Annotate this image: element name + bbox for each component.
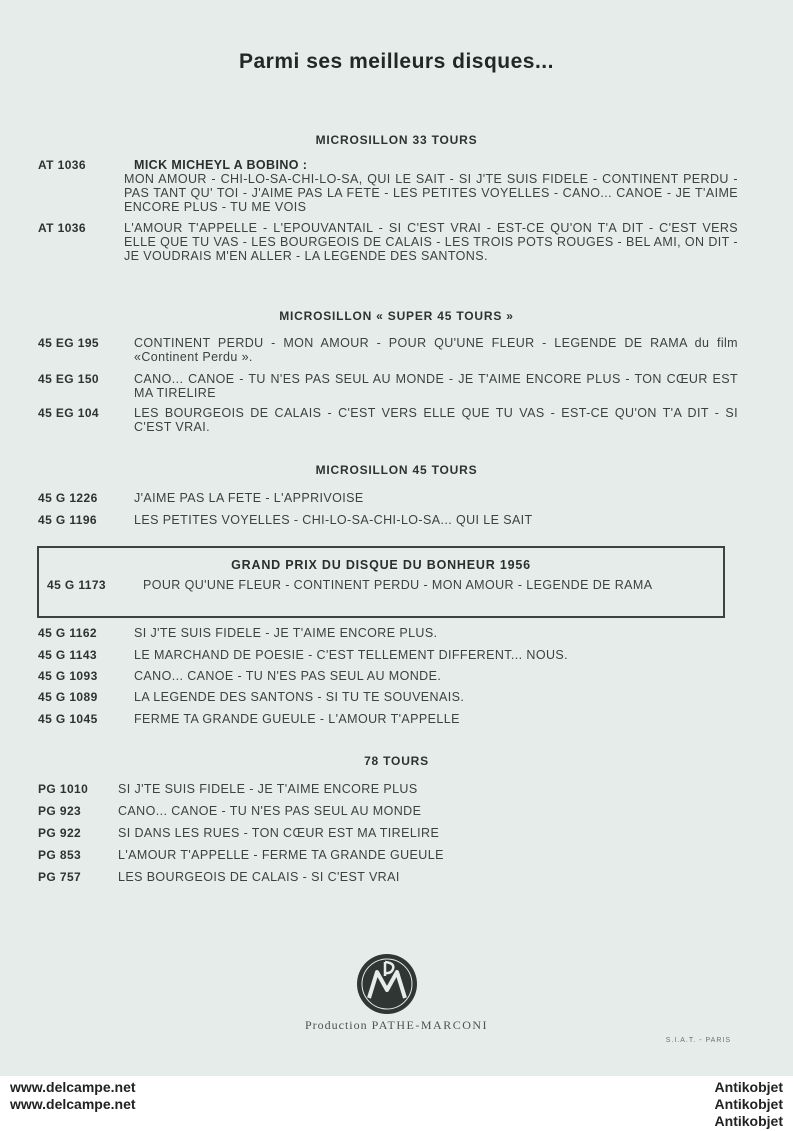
catalog-number: 45 G 1089	[38, 690, 98, 704]
record-entry	[38, 372, 738, 400]
catalog-number: AT 1036	[38, 158, 86, 172]
catalog-number: 45 G 1226	[38, 491, 98, 505]
record-entry	[38, 690, 738, 704]
section-heading-super-45-tours: MICROSILLON « SUPER 45 TOURS »	[279, 309, 514, 323]
record-title: MICK MICHEYL A BOBINO :	[134, 158, 308, 172]
track-list: L'AMOUR T'APPELLE - FERME TA GRANDE GUEULE	[118, 848, 444, 862]
pathe-marconi-logo-icon	[355, 952, 419, 1016]
track-list: LES BOURGEOIS DE CALAIS - C'EST VERS ELLE QUE TU VAS - EST-CE QU'ON T'A DIT - SI C'EST VRAI.	[134, 406, 738, 434]
catalog-number: 45 G 1045	[38, 712, 98, 726]
track-list: CANO... CANOE - TU N'ES PAS SEUL AU MONDE	[118, 804, 422, 818]
catalog-number: AT 1036	[38, 221, 86, 235]
record-entry	[47, 578, 717, 592]
track-list: POUR QU'UNE FLEUR - CONTINENT PERDU - MON AMOUR - LEGENDE DE RAMA	[143, 578, 653, 592]
catalog-number: 45 G 1196	[38, 513, 97, 527]
track-list: SI DANS LES RUES - TON CŒUR EST MA TIRELIRE	[118, 826, 440, 840]
catalog-number: 45 G 1143	[38, 648, 97, 662]
track-list: CANO... CANOE - TU N'ES PAS SEUL AU MONDE.	[134, 669, 442, 683]
catalog-number: PG 922	[38, 826, 82, 840]
catalog-number: 45 EG 195	[38, 336, 99, 350]
track-list: L'AMOUR T'APPELLE - L'EPOUVANTAIL - SI C'EST VRAI - EST-CE QU'ON T'A DIT - C'EST VERS ELLE QUE TU VAS - LES BOURGEOIS DE CALAIS - LES TROIS POTS ROUGES - BEL AMI, ON DIT - JE VOUDRAIS M'EN ALLER - LA LEGENDE DES SANTONS.	[124, 221, 738, 263]
delcampe-watermark	[10, 1079, 136, 1113]
record-entry	[38, 221, 738, 263]
track-list: LES PETITES VOYELLES - CHI-LO-SA-CHI-LO-SA... QUI LE SAIT	[134, 513, 533, 527]
record-entry	[38, 648, 738, 662]
catalog-number: 45 G 1162	[38, 626, 97, 640]
watermark-line: Antikobjet	[714, 1079, 783, 1095]
catalog-number: 45 G 1173	[47, 578, 106, 592]
record-entry	[38, 491, 738, 505]
record-entry	[38, 870, 738, 884]
track-list: J'AIME PAS LA FETE - L'APPRIVOISE	[134, 491, 364, 505]
record-entry	[38, 826, 738, 840]
watermark-line: Antikobjet	[714, 1113, 783, 1129]
record-entry	[38, 712, 738, 726]
grand-prix-box	[37, 546, 725, 618]
grand-prix-heading: GRAND PRIX DU DISQUE DU BONHEUR 1956	[231, 558, 531, 572]
record-entry	[38, 804, 738, 818]
watermark-line: www.delcampe.net	[10, 1096, 136, 1112]
track-list: MON AMOUR - CHI-LO-SA-CHI-LO-SA, QUI LE SAIT - SI J'TE SUIS FIDELE - CONTINENT PERDU - PAS TANT QU' TOI - J'AIME PAS LA FETE - LES PETITES VOYELLES - CANO... CANOE - JE T'AIME ENCORE PLUS - TU ME VOIS	[124, 172, 738, 214]
record-entry	[38, 626, 738, 640]
record-entry	[38, 513, 738, 527]
record-entry	[38, 669, 738, 683]
production-label: Production	[304, 1018, 368, 1032]
record-entry	[38, 158, 738, 214]
catalog-number: PG 853	[38, 848, 82, 862]
track-list: LE MARCHAND DE POESIE - C'EST TELLEMENT DIFFERENT... NOUS.	[134, 648, 568, 662]
antikobjet-watermark	[715, 1079, 783, 1130]
production-credit	[0, 1018, 793, 1033]
record-entry	[38, 406, 738, 434]
catalog-number: 45 G 1093	[38, 669, 98, 683]
track-list: LES BOURGEOIS DE CALAIS - SI C'EST VRAI	[118, 870, 400, 884]
section-heading-78-tours: 78 TOURS	[364, 754, 429, 768]
track-list: FERME TA GRANDE GUEULE - L'AMOUR T'APPELLE	[134, 712, 460, 726]
production-brand: PATHE-MARCONI	[371, 1018, 489, 1032]
track-list: CANO... CANOE - TU N'ES PAS SEUL AU MONDE - JE T'AIME ENCORE PLUS - TON CŒUR EST MA TIRELIRE	[134, 372, 738, 400]
catalog-number: PG 757	[38, 870, 82, 884]
catalog-number: PG 923	[38, 804, 82, 818]
section-heading-45-tours: MICROSILLON 45 TOURS	[315, 463, 478, 477]
track-list: SI J'TE SUIS FIDELE - JE T'AIME ENCORE PLUS	[118, 782, 418, 796]
track-list: LA LEGENDE DES SANTONS - SI TU TE SOUVENAIS.	[134, 690, 465, 704]
record-entry	[38, 782, 738, 796]
watermark-line: www.delcampe.net	[10, 1079, 136, 1095]
track-list: SI J'TE SUIS FIDELE - JE T'AIME ENCORE PLUS.	[134, 626, 438, 640]
page-title: Parmi ses meilleurs disques...	[239, 50, 554, 73]
printer-mark: S.I.A.T. - PARIS	[665, 1037, 731, 1044]
record-entry	[38, 336, 738, 364]
watermark-line: Antikobjet	[714, 1096, 783, 1112]
catalog-number: PG 1010	[38, 782, 89, 796]
record-entry	[38, 848, 738, 862]
catalog-number: 45 EG 104	[38, 406, 99, 420]
section-heading-33-tours: MICROSILLON 33 TOURS	[315, 133, 478, 147]
track-list: CONTINENT PERDU - MON AMOUR - POUR QU'UNE FLEUR - LEGENDE DE RAMA du film «Continent Perdu ».	[134, 336, 738, 364]
catalog-number: 45 EG 150	[38, 372, 99, 386]
